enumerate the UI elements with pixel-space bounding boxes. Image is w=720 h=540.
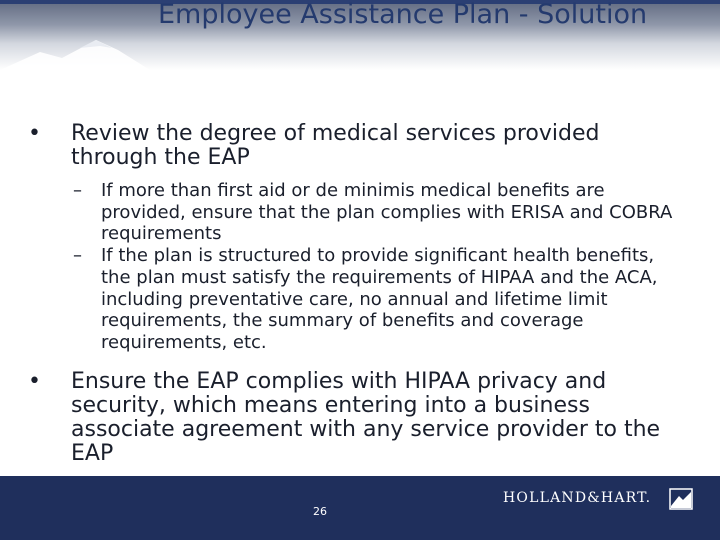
logo-mountain-icon [669, 488, 693, 510]
bullet-item [28, 122, 688, 170]
sub-bullet-text: If more than first aid or de minimis medical benefits are provided, ensure that the plan complies with ERISA and COBRA requirements [101, 180, 673, 245]
bullet-glyph: • [28, 368, 41, 394]
holland-hart-logo [503, 488, 703, 514]
bullet-text: Review the degree of medical services provided through the EAP [71, 121, 600, 170]
bullet-list [28, 122, 688, 466]
bullet-text: Ensure the EAP complies with HIPAA privacy and security, which means entering into a business associate agreement with any service provider to the EAP [71, 368, 661, 466]
dash-glyph: – [73, 180, 82, 201]
logo-text: HOLLAND&HART. [503, 490, 652, 506]
sub-bullet-item [28, 180, 688, 245]
mountain-graphic [0, 22, 160, 70]
bullet-glyph: • [28, 121, 41, 146]
dash-glyph: – [73, 245, 82, 267]
bullet-item [28, 370, 688, 466]
slide-title: Employee Assistance Plan - Solution [158, 0, 648, 30]
sub-bullet-text: If the plan is structured to provide significant health benefits, the plan must satisfy the requirements of HIPAA and the ACA, including preventative care, no annual and lifetime limit requirements, the summary of benefits and coverage requirements, etc. [101, 245, 658, 353]
sub-bullet-item [28, 245, 688, 354]
page-number: 26 [313, 505, 327, 518]
header-band [0, 0, 720, 70]
